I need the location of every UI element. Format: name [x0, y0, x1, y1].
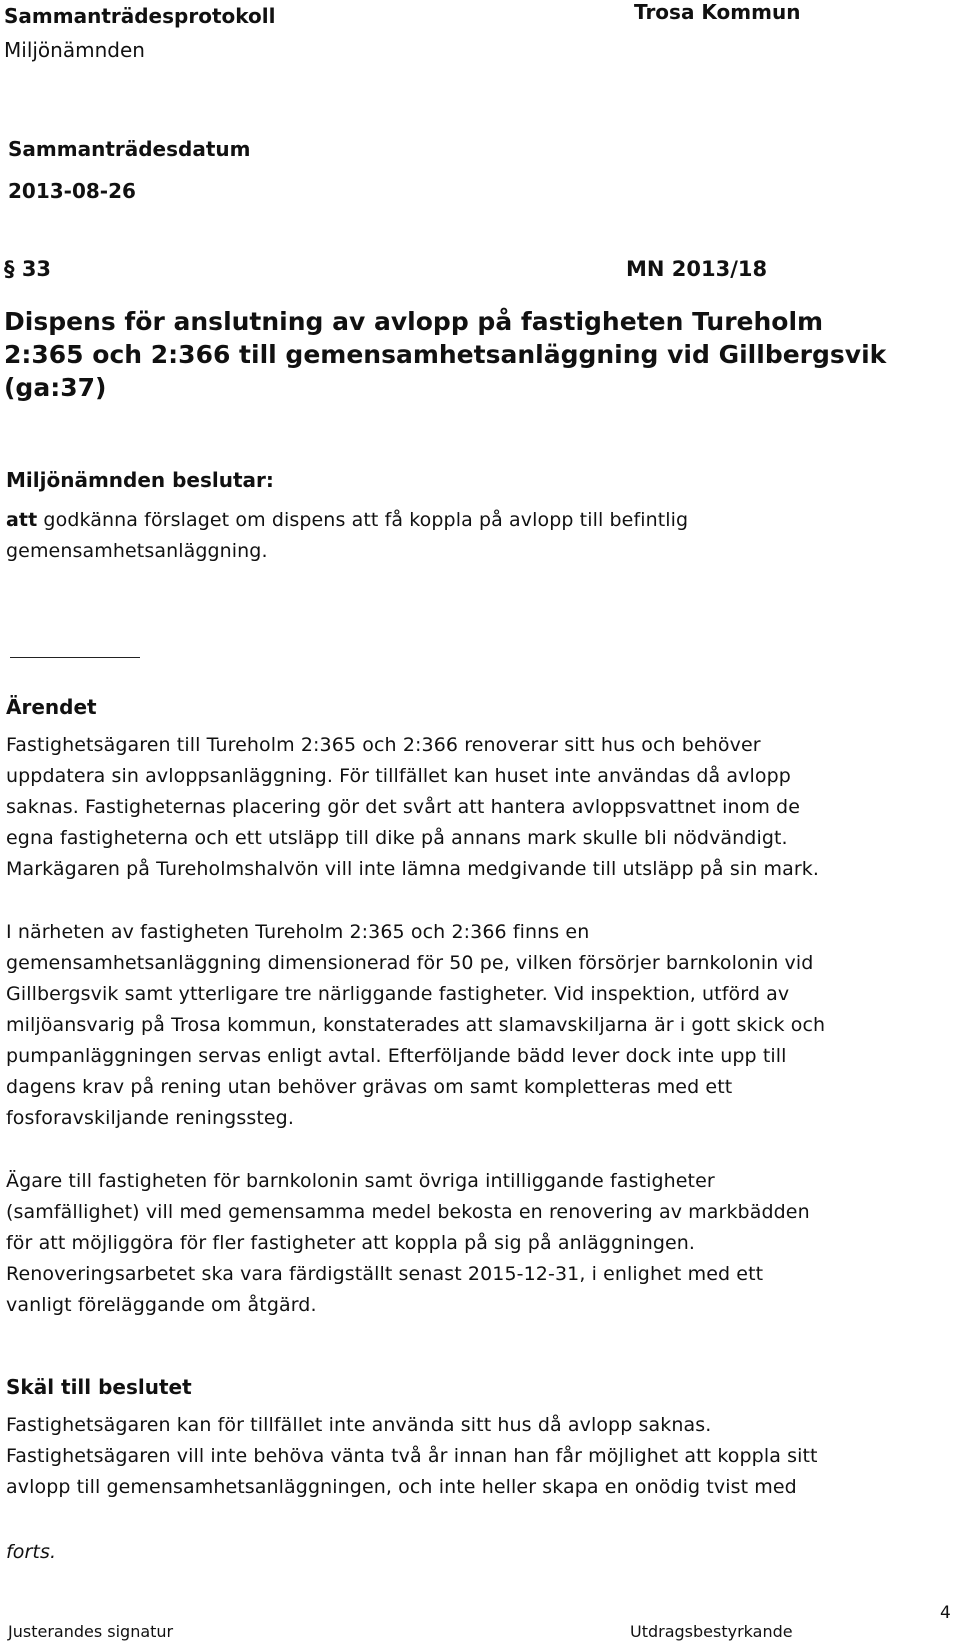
title-line: (ga:37) [4, 373, 107, 402]
footer-signature-label: Justerandes signatur [8, 1622, 174, 1641]
section-sign: § [4, 257, 15, 281]
decision-text: gemensamhetsanläggning. [6, 540, 268, 562]
page-number: 4 [940, 1603, 951, 1623]
paragraph-line: Ägare till fastigheten för barnkolonin samt övriga intilliggande fastigheter [6, 1170, 715, 1192]
date-label: Sammanträdesdatum [8, 137, 251, 161]
case-reference: MN 2013/18 [626, 257, 768, 281]
paragraph-line: för att möjliggöra för fler fastigheter att koppla på sig på anläggningen. [6, 1232, 696, 1254]
organisation-name: Trosa Kommun [634, 0, 801, 24]
paragraph-line: miljöansvarig på Trosa kommun, konstaterades att slamavskiljarna är i gott skick och [6, 1014, 826, 1036]
paragraph-line: Fastighetsägaren vill inte behöva vänta två år innan han får möjlighet att koppla sitt [6, 1445, 818, 1467]
paragraph-line: fosforavskiljande reningssteg. [6, 1107, 294, 1129]
paragraph-line: avlopp till gemensamhetsanläggningen, och inte heller skapa en onödig tvist med [6, 1476, 797, 1498]
section-divider [10, 657, 140, 658]
paragraph-line: Fastighetsägaren kan för tillfället inte använda sitt hus då avlopp saknas. [6, 1414, 712, 1436]
meeting-date: 2013-08-26 [8, 179, 136, 203]
paragraph-line: egna fastigheterna och ett utsläpp till dike på annans mark skulle bli nödvändigt. [6, 827, 788, 849]
paragraph-line: Gillbergsvik samt ytterligare tre närliggande fastigheter. Vid inspektion, utförd av [6, 983, 790, 1005]
title-line: Dispens för anslutning av avlopp på fastigheten Tureholm [4, 307, 824, 336]
decision-text-rest: godkänna förslaget om dispens att få koppla på avlopp till befintlig [37, 509, 689, 531]
decision-lead-word: att [6, 509, 38, 531]
paragraph-line: uppdatera sin avloppsanläggning. För tillfället kan huset inte användas då avlopp [6, 765, 791, 787]
committee-name: Miljönämnden [4, 38, 145, 62]
paragraph-line: (samfällighet) vill med gemensamma medel bekosta en renovering av markbädden [6, 1201, 810, 1223]
paragraph-line: saknas. Fastigheternas placering gör det svårt att hantera avloppsvattnet inom de [6, 796, 801, 818]
paragraph-line: dagens krav på rening utan behöver grävas om samt kompletteras med ett [6, 1076, 733, 1098]
paragraph-line: Fastighetsägaren till Tureholm 2:365 och 2:366 renoverar sitt hus och behöver [6, 734, 761, 756]
skal-heading: Skäl till beslutet [6, 1375, 192, 1399]
paragraph-line: pumpanläggningen servas enligt avtal. Efterföljande bädd lever dock inte upp till [6, 1045, 787, 1067]
paragraph-line: Renoveringsarbetet ska vara färdigställt senast 2015-12-31, i enlighet med ett [6, 1263, 764, 1285]
title-line: 2:365 och 2:366 till gemensamhetsanläggning vid Gillbergsvik [4, 340, 887, 369]
decision-text [6, 509, 688, 531]
paragraph-line: I närheten av fastigheten Tureholm 2:365 och 2:366 finns en [6, 921, 590, 943]
paragraph-line: Markägaren på Tureholmshalvön vill inte lämna medgivande till utsläpp på sin mark. [6, 858, 819, 880]
continued-marker: forts. [6, 1541, 57, 1563]
paragraph-number-value: 33 [21, 257, 52, 281]
document-type: Sammanträdesprotokoll [4, 4, 276, 28]
paragraph-number [4, 257, 51, 281]
footer-certification-label: Utdragsbestyrkande [630, 1622, 793, 1641]
paragraph-line: gemensamhetsanläggning dimensionerad för 50 pe, vilken försörjer barnkolonin vid [6, 952, 814, 974]
arendet-heading: Ärendet [6, 695, 97, 719]
paragraph-line: vanligt föreläggande om åtgärd. [6, 1294, 317, 1316]
decision-heading: Miljönämnden beslutar: [6, 468, 274, 492]
